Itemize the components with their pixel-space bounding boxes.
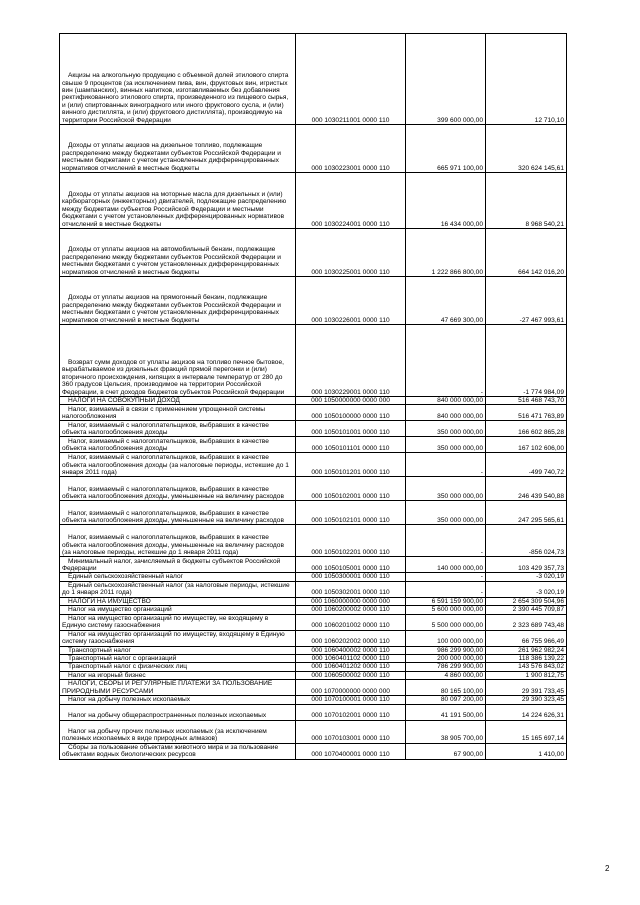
row-plan: 350 000 000,00 [406,421,486,437]
row-fact: 246 439 540,88 [486,477,567,501]
row-plan: 350 000 000,00 [406,437,486,453]
table-row [60,680,567,696]
table-row [60,663,567,671]
table-row [60,277,567,325]
row-plan: 41 191 500,00 [406,704,486,720]
table-row [60,325,567,397]
row-code: 000 1060202002 0000 110 [296,630,406,646]
row-code: 000 1030211001 0000 110 [296,34,406,125]
row-code: 000 1060201002 0000 110 [296,614,406,630]
table-row [60,501,567,525]
row-plan: 6 591 159 900,00 [406,597,486,605]
table-row [60,696,567,704]
row-plan: 840 000 000,00 [406,405,486,421]
row-name: Доходы от уплаты акцизов на дизельное топливо, подлежащие распределению между бюджетами субъектов Российской Федерации и местными бюджетами с учетом установленных дифференцированных нормативов отчислений в местные бюджеты [60,125,296,173]
row-fact: 12 710,10 [486,34,567,125]
row-fact: -499 740,72 [486,453,567,477]
row-fact: 2 323 689 743,48 [486,614,567,630]
table-row [60,630,567,646]
row-code: 000 1050101101 0000 110 [296,437,406,453]
row-fact: 143 576 843,02 [486,663,567,671]
row-plan: 80 165 100,00 [406,680,486,696]
row-plan: - [406,325,486,397]
row-name: Доходы от уплаты акцизов на прямогонный бензин, подлежащие распределению между бюджетами субъектов Российской Федерации и местными бюджетами с учетом установленных дифференцированных нормативов отчислений в местные бюджеты [60,277,296,325]
row-name: Налог на игорный бизнес [60,671,296,679]
row-name: Налог, взимаемый с налогоплательщиков, выбравших в качестве объекта налогообложения доходы [60,421,296,437]
row-code: 000 1050000000 0000 000 [296,397,406,405]
row-name: Доходы от уплаты акцизов на автомобильный бензин, подлежащие распределению между бюджетами субъектов Российской Федерации и местными бюджетами с учетом установленных дифференцированных нормативов отчислений в местные бюджеты [60,229,296,277]
revenue-table-container [59,33,566,760]
table-row [60,477,567,501]
row-plan: 16 434 000,00 [406,173,486,229]
row-fact: 2 390 445 709,87 [486,606,567,614]
row-fact: 29 391 733,45 [486,680,567,696]
row-plan: 665 971 100,00 [406,125,486,173]
row-name: Возврат сумм доходов от уплаты акцизов на топливо печное бытовое, вырабатываемое из дизельных фракций прямой перегонки и (или) вторичного происхождения, кипящих в интервале температур от 280 до 360 градусов Цельсия, производимое на территории Российской Федерации, в счет доходов бюджетов субъектов Российской Федерации [60,325,296,397]
row-fact: -3 020,19 [486,581,567,597]
row-code: 000 1050101201 0000 110 [296,453,406,477]
row-fact: 1 900 812,75 [486,671,567,679]
row-name: НАЛОГИ НА СОВОКУПНЫЙ ДОХОД [60,397,296,405]
page-number: 2 [605,864,610,873]
row-name: Налог, взимаемый с налогоплательщиков, выбравших в качестве объекта налогообложения доходы, уменьшенные на величину расходов (за налоговые периоды, истекшие до 1 января 2011 года) [60,525,296,557]
row-name: Доходы от уплаты акцизов на моторные масла для дизельных и (или) карбюраторных (инжекторных) двигателей, подлежащие распределению между бюджетами субъектов Российской Федерации и местными бюджетами с учетом установленных дифференцированных нормативов отчислений в местные бюджеты [60,173,296,229]
row-fact: 247 295 565,61 [486,501,567,525]
row-name: Налог на имущество организаций по имуществу, не входящему в Единую систему газоснабжения [60,614,296,630]
row-code: 000 1050102201 0000 110 [296,525,406,557]
table-row [60,421,567,437]
row-name: Акцизы на алкогольную продукцию с объемной долей этилового спирта свыше 9 процентов (за исключением пива, вин, фруктовых вин, игристых вин (шампанских), винных напитков, изготавливаемых без добавления ректификованного этилового спирта, произведенного из пищевого сырья, и (или) спиртованных виноградного или иного фруктового сусла, и (или) винного дистиллята, и (или) фруктового дистиллята), производимую на территории Российской Федерации [60,34,296,125]
table-row [60,405,567,421]
row-name: Единый сельскохозяйственный налог [60,573,296,581]
row-plan: - [406,525,486,557]
row-plan: 67 900,00 [406,743,486,759]
row-fact: 66 755 966,49 [486,630,567,646]
row-fact: 2 654 309 504,96 [486,597,567,605]
table-row [60,655,567,663]
row-plan: 80 097 200,00 [406,696,486,704]
row-fact: 166 602 865,28 [486,421,567,437]
row-plan: 38 905 700,00 [406,720,486,743]
row-code: 000 1050102001 0000 110 [296,477,406,501]
row-fact: 103 429 357,73 [486,557,567,573]
row-code: 000 1050300001 0000 110 [296,573,406,581]
row-name: Налог, взимаемый с налогоплательщиков, выбравших в качестве объекта налогообложения доходы [60,437,296,453]
row-fact: -856 024,73 [486,525,567,557]
table-row [60,525,567,557]
row-fact: 1 410,00 [486,743,567,759]
table-row [60,646,567,654]
row-plan: 786 299 900,00 [406,663,486,671]
row-name: Налог на имущество организаций по имуществу, входящему в Единую систему газоснабжения [60,630,296,646]
row-fact: 320 624 145,61 [486,125,567,173]
table-row [60,671,567,679]
row-plan: 4 860 000,00 [406,671,486,679]
row-name: Налог на добычу полезных ископаемых [60,696,296,704]
row-plan: 1 222 866 800,00 [406,229,486,277]
row-code: 000 1050102101 0000 110 [296,501,406,525]
row-fact: 261 962 982,24 [486,646,567,654]
row-plan: 5 600 000 000,00 [406,606,486,614]
row-fact: 15 165 697,14 [486,720,567,743]
row-code: 000 1070100001 0000 110 [296,696,406,704]
table-row [60,453,567,477]
row-name: Минимальный налог, зачисляемый в бюджеты субъектов Российской Федерации [60,557,296,573]
row-code: 000 1030229001 0000 110 [296,325,406,397]
row-name: Налог на добычу общераспространенных полезных ископаемых [60,704,296,720]
row-fact: 29 390 323,45 [486,696,567,704]
row-code: 000 1060200002 0000 110 [296,606,406,614]
row-name: НАЛОГИ, СБОРЫ И РЕГУЛЯРНЫЕ ПЛАТЕЖИ ЗА ПОЛЬЗОВАНИЕ ПРИРОДНЫМИ РЕСУРСАМИ [60,680,296,696]
row-code: 000 1060000000 0000 000 [296,597,406,605]
row-code: 000 1030225001 0000 110 [296,229,406,277]
table-row [60,173,567,229]
row-code: 000 1050101001 0000 110 [296,421,406,437]
row-plan: 399 600 000,00 [406,34,486,125]
row-name: Единый сельскохозяйственный налог (за налоговые периоды, истекшие до 1 января 2011 года) [60,581,296,597]
row-name: Налог, взимаемый с налогоплательщиков, выбравших в качестве объекта налогообложения доходы, уменьшенные на величину расходов [60,501,296,525]
row-plan: 200 000 000,00 [406,655,486,663]
row-fact: 14 224 626,31 [486,704,567,720]
row-code: 000 1070400001 0000 110 [296,743,406,759]
row-fact: 516 468 743,70 [486,397,567,405]
row-plan: 5 500 000 000,00 [406,614,486,630]
row-name: Сборы за пользование объектами животного мира и за пользование объектами водных биологических ресурсов [60,743,296,759]
table-row [60,704,567,720]
row-code: 000 1060400002 0000 110 [296,646,406,654]
row-code: 000 1050302001 0000 110 [296,581,406,597]
table-row [60,720,567,743]
row-code: 000 1070103001 0000 110 [296,720,406,743]
row-fact: 8 968 540,21 [486,173,567,229]
row-name: Налог на имущество организаций [60,606,296,614]
row-plan: - [406,573,486,581]
table-row [60,125,567,173]
row-code: 000 1070000000 0000 000 [296,680,406,696]
row-code: 000 1070102001 0000 110 [296,704,406,720]
revenue-table [59,33,567,760]
table-row [60,581,567,597]
row-name: НАЛОГИ НА ИМУЩЕСТВО [60,597,296,605]
row-plan: 350 000 000,00 [406,477,486,501]
row-name: Транспортный налог [60,646,296,654]
row-fact: -3 020,19 [486,573,567,581]
row-code: 000 1030226001 0000 110 [296,277,406,325]
row-plan: - [406,453,486,477]
row-fact: 167 102 606,00 [486,437,567,453]
table-row [60,229,567,277]
row-name: Транспортный налог с физических лиц [60,663,296,671]
row-name: Налог, взимаемый с налогоплательщиков, выбравших в качестве объекта налогообложения доходы (за налоговые периоды, истекшие до 1 января 2011 года) [60,453,296,477]
row-plan: 47 669 300,00 [406,277,486,325]
row-plan: 986 299 900,00 [406,646,486,654]
table-row [60,606,567,614]
row-code: 000 1060401202 0000 110 [296,663,406,671]
row-plan: - [406,581,486,597]
row-plan: 840 000 000,00 [406,397,486,405]
row-fact: 664 142 016,20 [486,229,567,277]
row-fact: 516 471 763,89 [486,405,567,421]
row-code: 000 1050100000 0000 110 [296,405,406,421]
table-row [60,743,567,759]
row-fact: -27 467 993,61 [486,277,567,325]
table-row [60,34,567,125]
row-plan: 140 000 000,00 [406,557,486,573]
row-plan: 350 000 000,00 [406,501,486,525]
row-name: Транспортный налог с организаций [60,655,296,663]
row-fact: 118 386 139,22 [486,655,567,663]
row-name: Налог, взимаемый с налогоплательщиков, выбравших в качестве объекта налогообложения доходы, уменьшенные на величину расходов [60,477,296,501]
revenue-table-body [60,34,567,760]
table-row [60,597,567,605]
row-code: 000 1060500002 0000 110 [296,671,406,679]
row-name: Налог на добычу прочих полезных ископаемых (за исключением полезных ископаемых в виде природных алмазов) [60,720,296,743]
row-code: 000 1050105001 0000 110 [296,557,406,573]
table-row [60,614,567,630]
row-name: Налог, взимаемый в связи с применением упрощенной системы налогообложения [60,405,296,421]
table-row [60,397,567,405]
row-code: 000 1030223001 0000 110 [296,125,406,173]
table-row [60,437,567,453]
row-plan: 100 000 000,00 [406,630,486,646]
table-row [60,573,567,581]
row-code: 000 1030224001 0000 110 [296,173,406,229]
table-row [60,557,567,573]
row-fact: -1 774 984,09 [486,325,567,397]
row-code: 000 1060401102 0000 110 [296,655,406,663]
